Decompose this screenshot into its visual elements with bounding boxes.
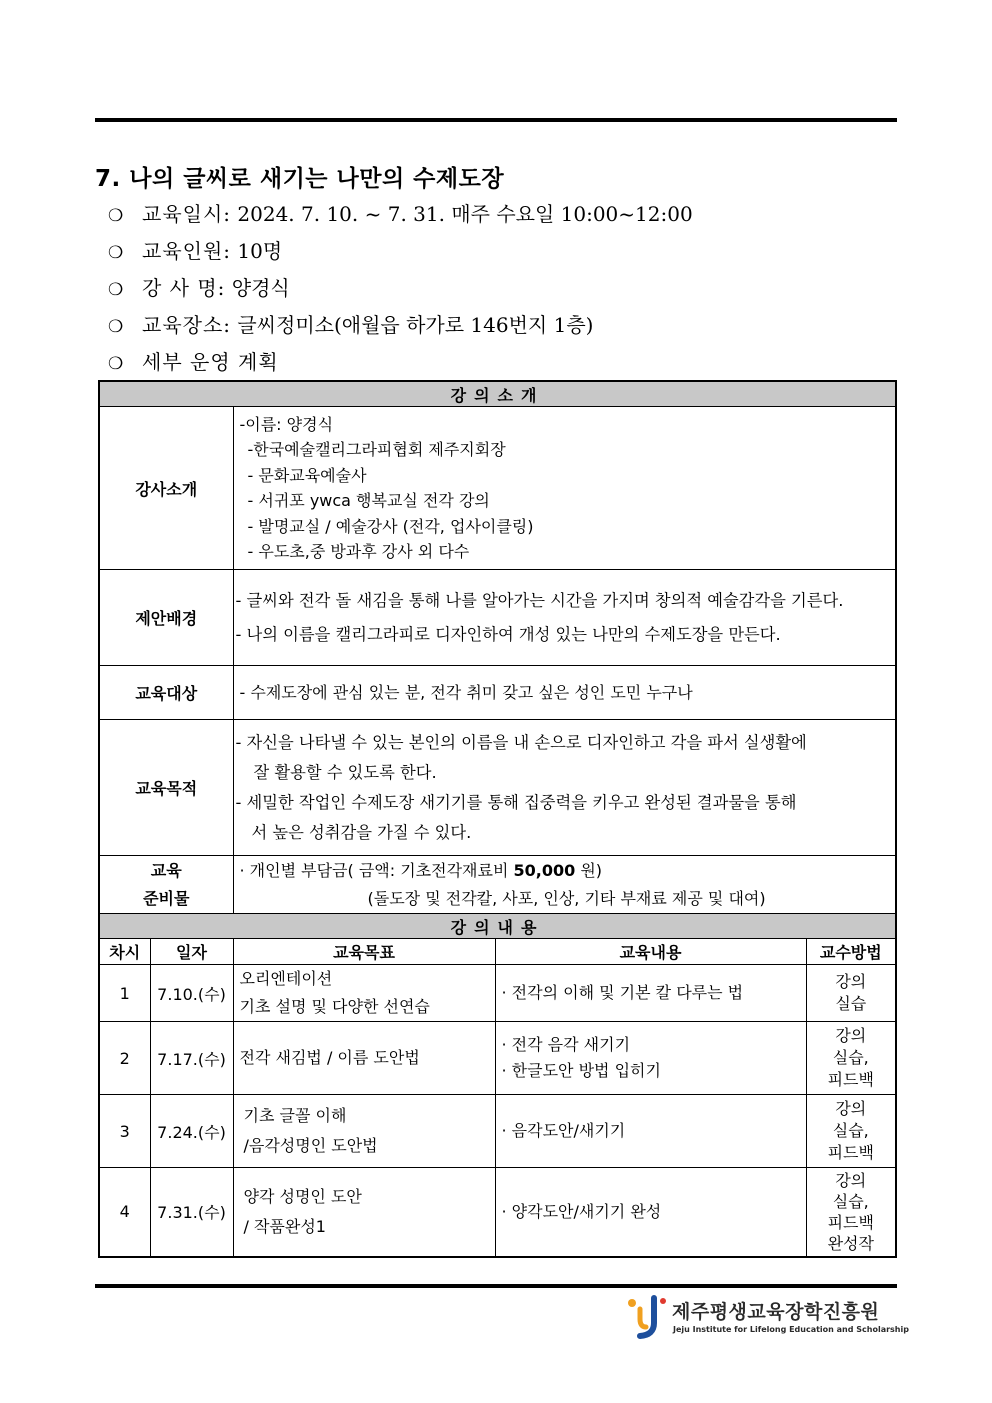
prep-content: · 개인별 부담금( 금액: 기초전각재료비 50,000 원) (돌도장 및 전각칼, 사포, 인상, 기타 부재료 제공 및 대여) bbox=[233, 856, 896, 914]
label-prep: 교육 준비물 bbox=[99, 856, 233, 914]
table-row: 1 7.10.(수) 오리엔테이션 기초 설명 및 다양한 선연습 · 전각의 이해 및 기본 칼 다루는 법 강의 실습 bbox=[99, 965, 896, 1022]
col-header-content: 교육내용 bbox=[495, 939, 806, 965]
label-background: 제안배경 bbox=[99, 570, 233, 666]
row-target bbox=[99, 666, 896, 720]
logo-dot-orange bbox=[628, 1299, 636, 1307]
info-item-place: ❍ 교육장소: 글씨정미소(애월읍 하가로 146번지 1층) bbox=[108, 309, 693, 346]
label-target: 교육대상 bbox=[99, 666, 233, 720]
col-header-method: 교수방법 bbox=[806, 939, 896, 965]
info-item-instructor: ❍ 강 사 명: 양경식 bbox=[108, 272, 693, 309]
section-header-intro: 강의소개 bbox=[99, 381, 896, 407]
background-content: - 글씨와 전각 돌 새김을 통해 나를 알아가는 시간을 가지며 창의적 예술감각을 기른다. - 나의 이름을 캘리그라피로 디자인하여 개성 있는 나만의 수제도장을 만든다. bbox=[233, 570, 896, 666]
circle-bullet-icon: ❍ bbox=[108, 280, 124, 300]
circle-bullet-icon: ❍ bbox=[108, 206, 124, 226]
top-rule bbox=[95, 118, 897, 122]
info-item-date: ❍ 교육일시: 2024. 7. 10. ~ 7. 31. 매주 수요일 10:00~12:00 bbox=[108, 198, 693, 235]
col-header-date: 일자 bbox=[150, 939, 233, 965]
info-item-plan: ❍ 세부 운영 계획 bbox=[108, 346, 693, 383]
prep-amount: 50,000 bbox=[513, 860, 576, 880]
table-row: 2 7.17.(수) 전각 새김법 / 이름 도안법 · 전각 음각 새기기 · 한글도안 방법 입히기 강의 실습, 피드백 bbox=[99, 1022, 896, 1095]
info-item-count: ❍ 교육인원: 10명 bbox=[108, 235, 693, 272]
instructor-content: -이름: 양경식 -한국예술캘리그라피협회 제주지회장 - 문화교육예술사 - 서귀포 ywca 행복교실 전각 강의 - 발명교실 / 예술강사 (전각, 업사이클링) - 우도초,중 방과후 강사 외 다수 bbox=[233, 407, 896, 570]
row-prep bbox=[99, 856, 896, 914]
logo-stroke-orange bbox=[640, 1309, 646, 1327]
org-logo-icon bbox=[626, 1295, 668, 1339]
program-table bbox=[98, 380, 897, 1258]
col-header-goal: 교육목표 bbox=[233, 939, 495, 965]
bottom-rule bbox=[95, 1284, 897, 1288]
label-instructor: 강사소개 bbox=[99, 407, 233, 570]
goal-content: - 자신을 나타낼 수 있는 본인의 이름을 내 손으로 디자인하고 각을 파서 실생활에 잘 활용할 수 있도록 한다. - 세밀한 작업인 수제도장 새기기를 통해 집중력을 키우고 완성된 결과물을 통해 서 높은 성취감을 가질 수 있다. bbox=[233, 720, 896, 856]
logo-dot-red bbox=[660, 1298, 666, 1304]
table-row: 3 7.24.(수) 기초 글꼴 이해 /음각성명인 도안법 · 음각도안/새기기 강의 실습, 피드백 bbox=[99, 1095, 896, 1168]
org-name-en: Jeju Institute for Lifelong Education and Scholarship bbox=[673, 1325, 909, 1334]
schedule-header-row bbox=[99, 939, 896, 965]
page-title: 7. 나의 글씨로 새기는 나만의 수제도장 bbox=[95, 166, 505, 192]
table-row: 4 7.31.(수) 양각 성명인 도안 / 작품완성1 · 양각도안/새기기 완성 강의 실습, 피드백 완성작 bbox=[99, 1168, 896, 1257]
org-footer bbox=[626, 1295, 909, 1339]
target-content: - 수제도장에 관심 있는 분, 전각 취미 갖고 싶은 성인 도민 누구나 bbox=[233, 666, 896, 720]
row-background bbox=[99, 570, 896, 666]
row-instructor bbox=[99, 407, 896, 570]
row-goal bbox=[99, 720, 896, 856]
circle-bullet-icon: ❍ bbox=[108, 243, 124, 263]
org-name: 제주평생교육장학진흥원 bbox=[672, 1301, 880, 1323]
col-header-no: 차시 bbox=[99, 939, 150, 965]
info-list bbox=[108, 198, 693, 383]
label-goal: 교육목적 bbox=[99, 720, 233, 856]
section-header-schedule: 강의내용 bbox=[99, 914, 896, 939]
circle-bullet-icon: ❍ bbox=[108, 317, 124, 337]
circle-bullet-icon: ❍ bbox=[108, 354, 124, 374]
